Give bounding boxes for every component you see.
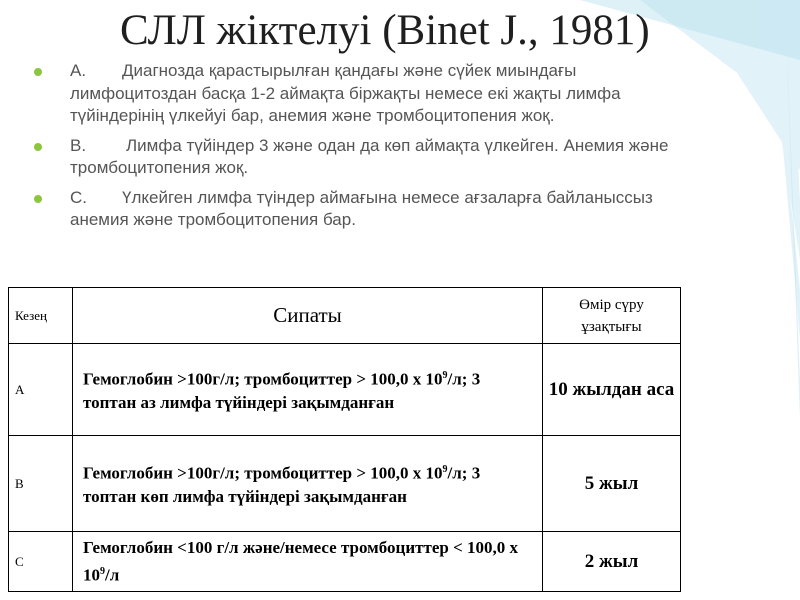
stages-table: [8, 287, 681, 592]
description-cell: Гемоглобин >100г/л; тромбоциттер > 100,0 х $10^9/л$; 3 топтан көп лимфа түйіндері зақымданған: [73, 436, 543, 532]
table-row: [9, 344, 681, 436]
header-stage: Кезең: [9, 288, 73, 344]
header-life-line2: ұзақтығы: [581, 318, 642, 335]
header-description: Сипаты: [73, 288, 543, 344]
header-life-expectancy: [543, 288, 681, 344]
bullet-item-b: [30, 135, 670, 180]
bullet-text: Үлкейген лимфа түіндер аймағына немесе ағзаларға байланыссыз анемия және тромбоцитопения бар.: [70, 187, 653, 229]
table-row: [9, 436, 681, 532]
table-row: [9, 532, 681, 592]
bullet-marker: А.: [70, 61, 87, 80]
life-expectancy-cell: 5 жыл: [543, 436, 681, 532]
bullet-marker: В.: [70, 135, 87, 155]
stage-cell: С: [9, 532, 73, 592]
bullet-text: Диагнозда қарастырылған қандағы және сүйек миындағы лимфоцитоздан басқа 1-2 аймақта біржақты немесе екі жақты лимфа түйіндерінің үлкейуі бар, анемия және тромбоцитопения жоқ.: [70, 61, 621, 125]
stage-cell: В: [9, 436, 73, 532]
bullet-dot-icon: [34, 195, 42, 203]
table-header-row: [9, 288, 681, 344]
bullet-dot-icon: [34, 68, 42, 76]
bullet-dot-icon: [34, 143, 42, 151]
bullet-item-a: [30, 60, 670, 128]
life-expectancy-cell: 10 жылдан аса: [543, 344, 681, 436]
bullet-marker: С.: [70, 187, 87, 207]
bullet-text: Лимфа түйіндер 3 және одан да көп аймақта үлкейген. Анемия және тромбоцитопения жоқ.: [70, 135, 669, 177]
header-life-line1: Өмір сүру: [579, 296, 644, 313]
description-cell: Гемоглобин >100г/л; тромбоциттер > 100,0 х $10^9/л$; 3 топтан аз лимфа түйіндері зақымданған: [73, 344, 543, 436]
life-expectancy-cell: 2 жыл: [543, 532, 681, 592]
description-cell: Гемоглобин <100 г/л және/немесе тромбоциттер < 100,0 х $10^9/л$: [73, 532, 543, 592]
bullet-item-c: [30, 187, 670, 232]
slide-title: СЛЛ жіктелуі (Binet J., 1981): [120, 7, 650, 54]
stage-cell: А: [9, 344, 73, 436]
bullet-list: [30, 60, 670, 239]
